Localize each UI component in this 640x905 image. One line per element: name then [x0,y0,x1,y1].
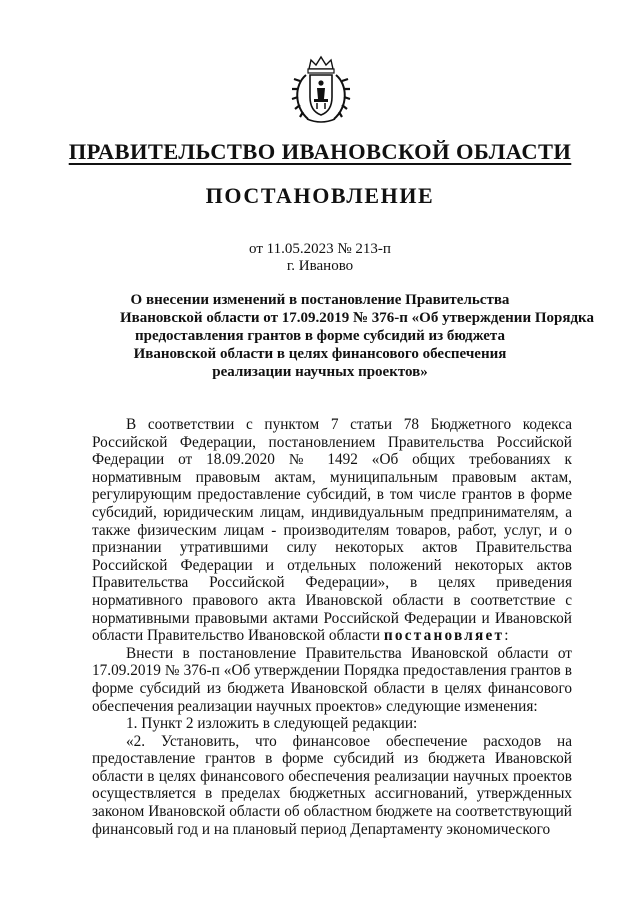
document-body [92,416,572,838]
title-line: О внесении изменений в постановление Правительства [130,292,510,308]
government-name: ПРАВИТЕЛЬСТВО ИВАНОВСКОЙ ОБЛАСТИ [68,139,572,164]
title-line: реализации научных проектов» [212,364,428,380]
paragraph-amend: Внести в постановление Правительства Ивановской области от 17.09.2019 № 376-п «Об утверждении Порядка предоставления грантов в форме субсидий из бюджета Ивановской области в целях финансового обеспечения реализации научных проектов» следующие изменения: [92,644,572,715]
paragraph-item-1: 1. Пункт 2 изложить в следующей редакции: [126,715,418,733]
preamble-colon: : [504,627,509,645]
document-type: ПОСТАНОВЛЕНИЕ [205,183,435,208]
title-line: предоставления грантов в форме субсидий из бюджета [135,328,505,344]
title-line: Ивановской области в целях финансового обеспечения [133,346,507,362]
paragraph-preamble [92,416,572,645]
city: г. Иваново [286,258,354,274]
resolves-keyword: постановляет [383,627,505,645]
title-line: Ивановской области от 17.09.2019 № 376-п «Об утверждении Порядка [120,310,594,326]
decree-title [120,291,594,381]
preamble-text: В соответствии с пунктом 7 статьи 78 Бюджетного кодекса Российской Федерации, постановлением Правительства Российской Федерации от 18.09.2020 № 1492 «Об общих требованиях к нормативным правовым актам, муниципальным правовым актам, регулирующим предоставление субсидий, в том числе грантов в форме субсидий, юридическим лицам, индивидуальным предпринимателям, а также физическим лицам - производителям товаров, работ, услуг, и о признании утратившими силу некоторых актов Правительства Российской Федерации и отдельных положений некоторых актов Правительства Российской Федерации», в целях приведения нормативного правового акта Ивановской области в соответствие с нормативными правовыми актами Российской Федерации и Ивановской области Правительство Ивановской области [92,416,572,645]
decree-date-number: от 11.05.2023 № 213-п [249,241,391,257]
paragraph-new-text: «2. Установить, что финансовое обеспечение расходов на предоставление грантов в форме субсидий из бюджета Ивановской области в целях финансового обеспечения реализации научных проектов осуществляется в пределах бюджетных ассигнований, утвержденных законом Ивановской области об областном бюджете на соответствующий финансовый год и на плановый период Департаменту экономического [92,732,572,838]
ivanovo-coat-of-arms-icon [290,55,352,127]
